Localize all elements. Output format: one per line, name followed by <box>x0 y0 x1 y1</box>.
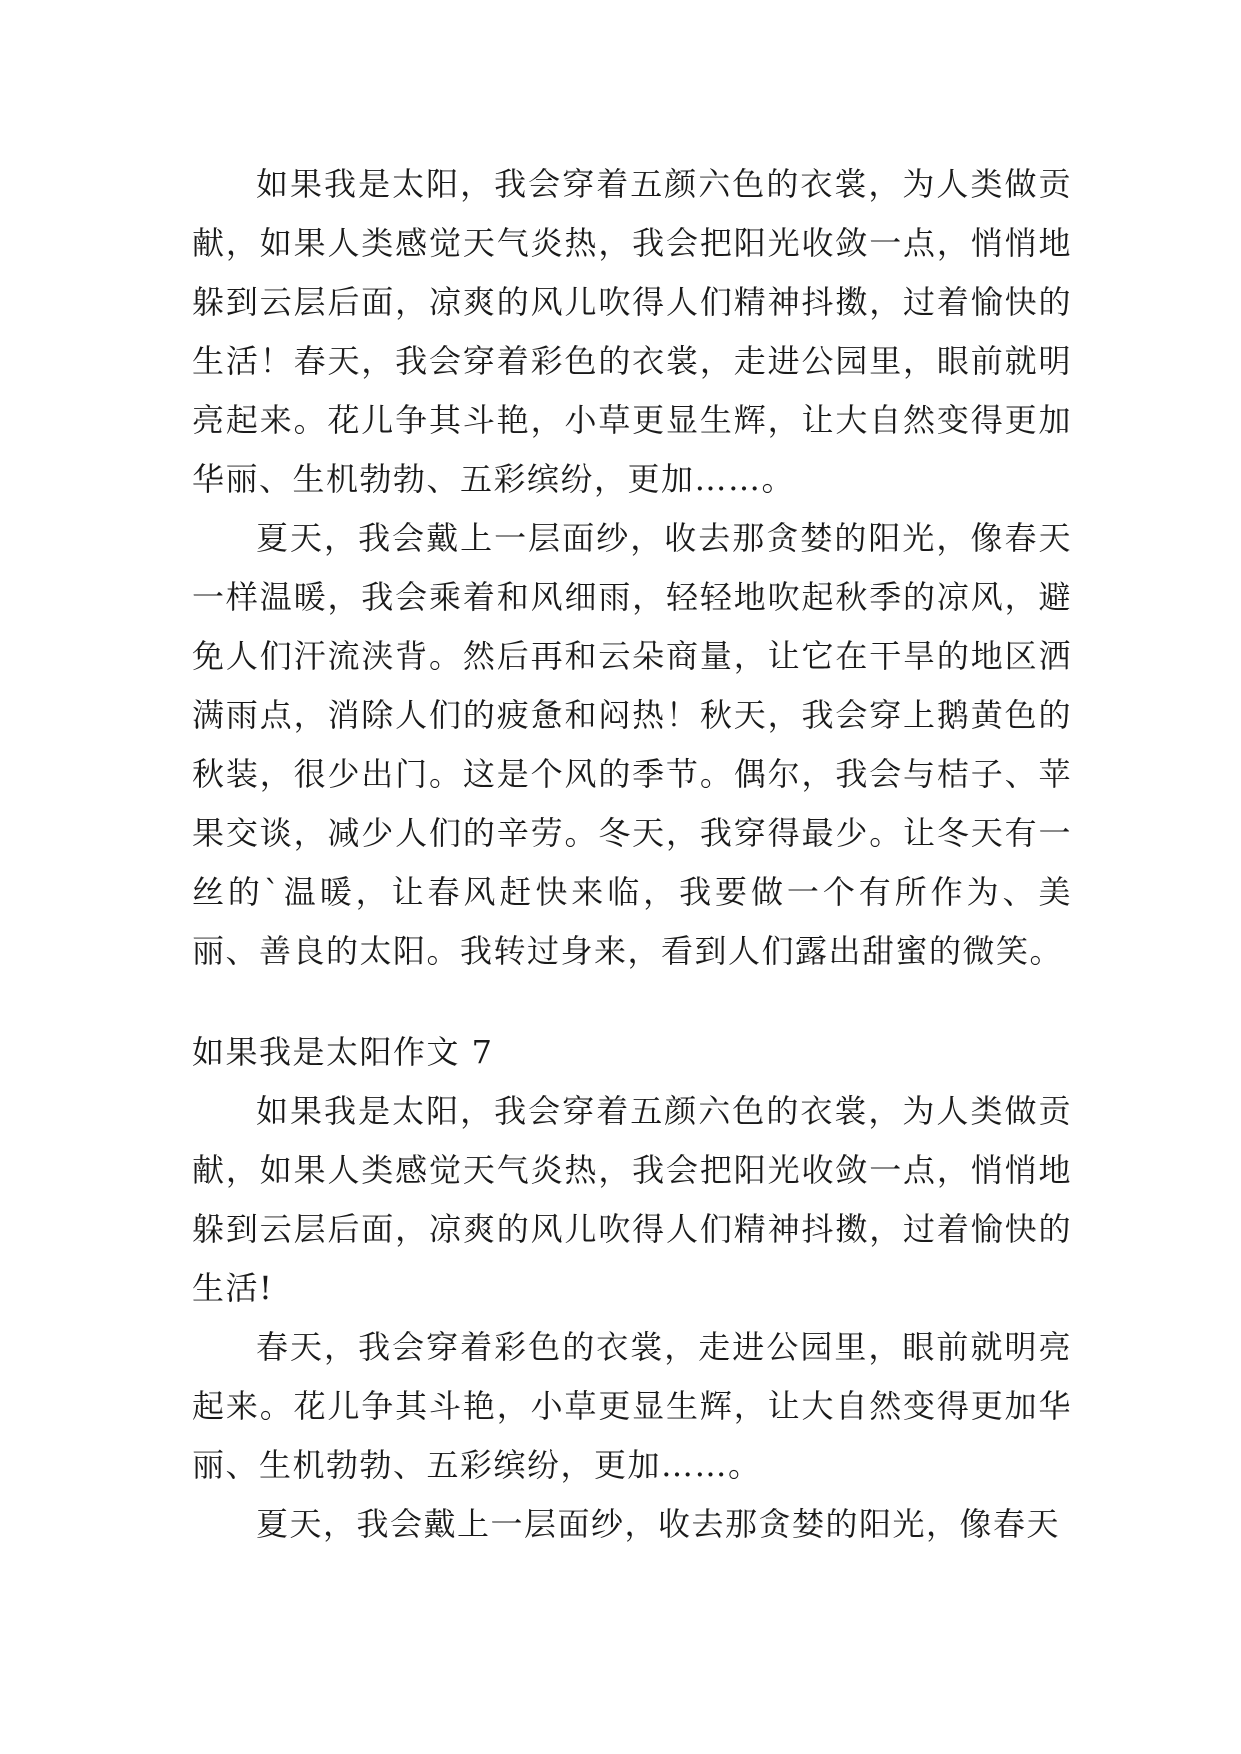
paragraph: 夏天，我会戴上一层面纱，收去那贪婪的阳光，像春天 <box>256 1505 1061 1543</box>
paragraph: 如果我是太阳，我会穿着五颜六色的衣裳，为人类做贡献，如果人类感觉天气炎热，我会把阳光收敛一点，悄悄地躲到云层后面，凉爽的风儿吹得人们精神抖擞，过着愉快的生活！春天，我会穿着彩色的衣裳，走进公园里，眼前就明亮起来。花儿争其斗艳，小草更显生辉，让大自然变得更加华丽、生机勃勃、五彩缤纷，更加……。 <box>192 165 1072 498</box>
section-heading: 如果我是太阳作文 7 <box>192 1033 494 1071</box>
document-body <box>192 155 1072 1554</box>
paragraph: 春天，我会穿着彩色的衣裳，走进公园里，眼前就明亮起来。花儿争其斗艳，小草更显生辉，让大自然变得更加华丽、生机勃勃、五彩缤纷，更加……。 <box>192 1328 1072 1484</box>
paragraph: 如果我是太阳，我会穿着五颜六色的衣裳，为人类做贡献，如果人类感觉天气炎热，我会把阳光收敛一点，悄悄地躲到云层后面，凉爽的风儿吹得人们精神抖擞，过着愉快的生活! <box>192 1092 1072 1307</box>
paragraph: 夏天，我会戴上一层面纱，收去那贪婪的阳光，像春天一样温暖，我会乘着和风细雨，轻轻地吹起秋季的凉风，避免人们汗流浃背。然后再和云朵商量，让它在干旱的地区洒满雨点，消除人们的疲惫和闷热！秋天，我会穿上鹅黄色的秋装，很少出门。这是个风的季节。偶尔，我会与桔子、苹果交谈，减少人们的辛劳。冬天，我穿得最少。让冬天有一丝的`温暖，让春风赶快来临，我要做一个有所作为、美丽、善良的太阳。我转过身来，看到人们露出甜蜜的微笑。 <box>192 519 1072 970</box>
